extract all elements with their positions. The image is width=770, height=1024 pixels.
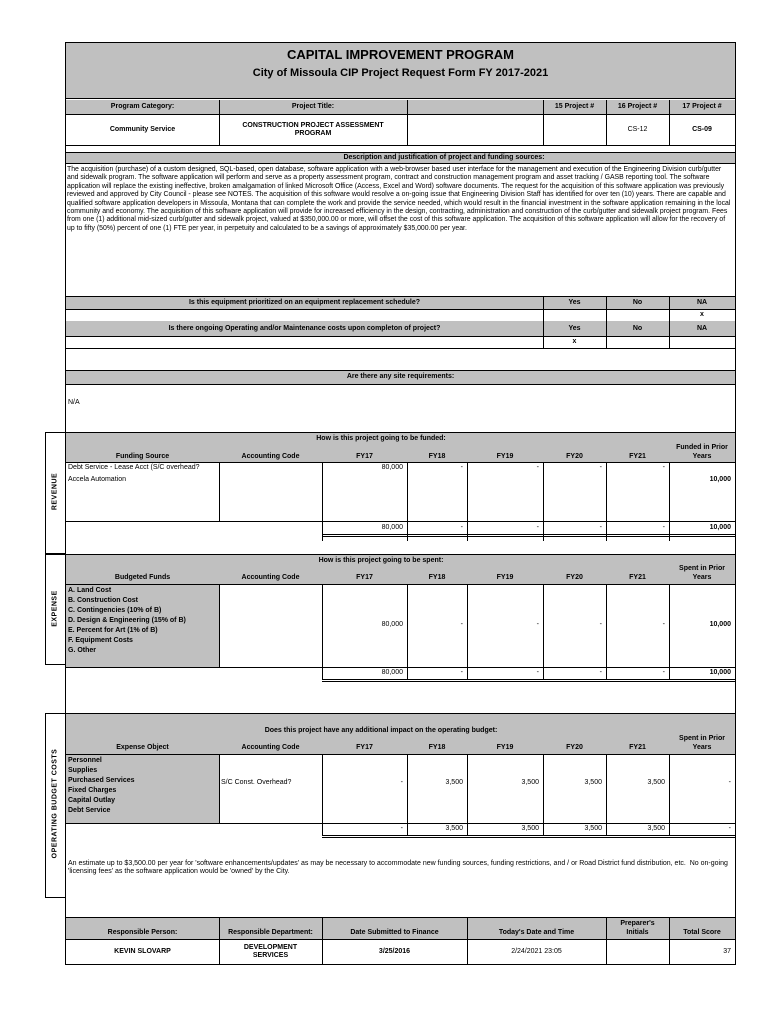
page-subtitle: City of Missoula CIP Project Request Form FY 2017-2021	[252, 66, 549, 79]
expense-col-fy19: FY19	[496, 574, 514, 582]
project-15-value	[543, 115, 606, 145]
responsible-person-label: Responsible Person:	[107, 928, 178, 936]
question-1: Is this equipment prioritized on an equipment replacement schedule?	[188, 298, 421, 306]
responsible-department-label: Responsible Department:	[228, 928, 313, 936]
operating-total-fy18: 3,500	[445, 825, 463, 833]
question-1-na-mark[interactable]: x	[700, 311, 704, 319]
operating-fy20: 3,500	[584, 779, 602, 787]
revenue-col-fy20: FY20	[566, 453, 583, 461]
operating-col-fy21: FY21	[629, 744, 646, 752]
operating-total-fy17: -	[400, 825, 403, 833]
question-1-no-label: No	[632, 298, 643, 306]
project-title-value: CONSTRUCTION PROJECT ASSESSMENT PROGRAM	[242, 121, 384, 137]
question-1-na-label: NA	[696, 298, 708, 306]
expense-col-prior: Spent in Prior Years	[679, 565, 725, 581]
project-15-label: 15 Project #	[554, 103, 595, 111]
list-item: D. Design & Engineering (15% of B)	[68, 617, 186, 624]
responsible-department-value: DEVELOPMENT SERVICES	[243, 943, 298, 959]
total-score-label: Total Score	[683, 928, 721, 936]
list-item: G. Other	[68, 647, 97, 654]
revenue-total-fy17: 80,000	[381, 524, 403, 532]
project-title-label: Project Title:	[291, 103, 335, 111]
expense-col-fy20: FY20	[566, 574, 583, 582]
revenue-col-source: Funding Source	[115, 453, 170, 461]
operating-col-code: Accounting Code	[241, 744, 300, 752]
expense-total-fy21: -	[662, 669, 665, 677]
operating-col-source: Expense Object	[116, 744, 169, 752]
revenue-row1-source: Debt Service - Lease Acct (S/C overhead?	[68, 463, 200, 471]
revenue-total-fy20: -	[599, 524, 602, 532]
list-item: Supplies	[68, 767, 98, 774]
revenue-heading: How is this project going to be funded:	[316, 434, 446, 442]
list-item: Purchased Services	[68, 777, 135, 784]
total-score-value: 37	[723, 947, 731, 955]
date-submitted-label: Date Submitted to Finance	[350, 928, 439, 936]
revenue-row2-prior: 10,000	[709, 475, 731, 483]
list-item: Capital Outlay	[68, 797, 116, 804]
project-17-label: 17 Project #	[682, 103, 722, 111]
revenue-col-fy19: FY19	[496, 453, 514, 461]
list-item: Debt Service	[68, 807, 111, 814]
program-category-value: Community Service	[109, 125, 176, 133]
operating-note: An estimate up to $3,500.00 per year for 'software enhancements/updates' as may be necessary to accommodate new funding sources, funding restrictions, and / or Road District fund distribution, etc. No on-going 'licensing fees' as the software application would be 'owned' by the City.	[68, 860, 730, 876]
operating-items	[66, 755, 219, 823]
expense-total-prior: 10,000	[709, 669, 731, 677]
operating-total-fy20: 3,500	[584, 825, 602, 833]
expense-total-fy17: 80,000	[381, 669, 403, 677]
operating-side-label: OPERATING BUDGET COSTS	[51, 748, 59, 859]
revenue-col-prior: Funded in Prior Years	[676, 444, 728, 460]
revenue-col-code: Accounting Code	[241, 453, 300, 461]
site-text: N/A	[68, 399, 80, 406]
operating-col-fy19: FY19	[496, 744, 514, 752]
expense-total-fy20: -	[599, 669, 602, 677]
list-item: B. Construction Cost	[68, 597, 138, 604]
date-submitted-value: 3/25/2016	[378, 947, 411, 955]
revenue-row1-fy17: 80,000	[381, 463, 403, 471]
question-2-yes-label: Yes	[568, 324, 581, 332]
question-2: Is there ongoing Operating and/or Maintenance costs upon completon of project?	[168, 324, 441, 332]
expense-col-fy18: FY18	[428, 574, 446, 582]
todays-date-value: 2/24/2021 23:05	[511, 947, 562, 955]
expense-fy20: -	[599, 621, 602, 629]
page-title: CAPITAL IMPROVEMENT PROGRAM	[286, 46, 515, 62]
operating-col-fy20: FY20	[566, 744, 583, 752]
list-item: C. Contingencies (10% of B)	[68, 607, 162, 614]
expense-items	[66, 585, 219, 667]
responsible-person-value: KEVIN SLOVARP	[114, 947, 171, 955]
list-item: Personnel	[68, 757, 102, 764]
revenue-row2-source: Accela Automation	[68, 475, 126, 483]
expense-fy17: 80,000	[381, 621, 403, 629]
operating-total-fy21: 3,500	[647, 825, 665, 833]
question-2-yes-mark[interactable]: x	[572, 338, 577, 346]
operating-fy19: 3,500	[521, 779, 539, 787]
expense-col-fy21: FY21	[629, 574, 646, 582]
operating-total-fy19: 3,500	[521, 825, 539, 833]
expense-prior: 10,000	[709, 621, 731, 629]
description-heading: Description and justification of project and funding sources:	[343, 153, 545, 161]
project-16-label: 16 Project #	[617, 103, 658, 111]
operating-fy18: 3,500	[445, 779, 463, 787]
question-2-no-label: No	[632, 324, 643, 332]
preparer-initials-label: Preparer's Initials	[620, 920, 655, 936]
operating-fy21: 3,500	[647, 779, 665, 787]
revenue-side-label: REVENUE	[51, 472, 59, 511]
expense-fy18: -	[460, 621, 463, 629]
revenue-row1-fy18: -	[460, 463, 463, 471]
expense-total-fy19: -	[536, 669, 539, 677]
project-16-value: CS-12	[627, 125, 648, 133]
list-item: F. Equipment Costs	[68, 637, 133, 644]
program-category-label: Program Category:	[110, 103, 175, 111]
revenue-total-fy18: -	[460, 524, 463, 532]
revenue-total-fy19: -	[536, 524, 539, 532]
todays-date-label: Today's Date and Time	[498, 928, 575, 936]
list-item: E. Percent for Art (1% of B)	[68, 627, 158, 634]
operating-code: S/C Const. Overhead?	[221, 779, 292, 787]
description-text: The acquisition (purchase) of a custom designed, SQL-based, open database, software application with a web-browser based user interface for the management and execution of the Engineering Division curb/gutter and sidewalk program. The software application will perform and serve as a property assessment program, contract and construction management program and asset tracking / GASB reporting tool. The software application will replace the existing ineffective, broken amalgamation of linked Microsoft Office (Access, Excel and Word) software documents. The request for the acquisition of this software application was previously reviewed and approved by City Council - please see NOTES. The acquisition of this software would resolve a on-going issue that Engineering Division Staff has identified for over ten (10) years. There are capable and qualified software application developers in Missoula, Montana that can complete the work and provide the service needed, which would result in the financial investment in the software application remaining in the local community and economy. The acquisition of this software application will provide for increased efficiency in the design, contracting, administration and construction of the curb/gutter and sidewalk project program. Fees from one (1) additional mid-sized curb/gutter and sidewalk project, valued at $350,000.00 or more, will offset the cost of this software application. The acquisition of this software application will allow for the recovery of up to fifty (50%) percent of one (1) FTE per year, in perpetuity and calculated to be a savings of approximately $35,000.00 per year.	[67, 166, 733, 232]
revenue-col-fy17: FY17	[356, 453, 373, 461]
expense-col-fy17: FY17	[356, 574, 373, 582]
expense-fy21: -	[662, 621, 665, 629]
revenue-col-fy18: FY18	[428, 453, 446, 461]
question-2-na-label: NA	[696, 324, 708, 332]
expense-col-code: Accounting Code	[241, 574, 300, 582]
project-17-value: CS-09	[692, 125, 712, 133]
site-heading: Are there any site requirements:	[346, 373, 455, 381]
operating-prior: -	[728, 779, 731, 787]
revenue-row1-fy20: -	[599, 463, 602, 471]
operating-fy17: -	[400, 779, 403, 787]
operating-col-fy18: FY18	[428, 744, 446, 752]
expense-side-label: EXPENSE	[51, 590, 59, 627]
expense-fy19: -	[536, 621, 539, 629]
revenue-row1-fy19: -	[536, 463, 539, 471]
expense-col-source: Budgeted Funds	[114, 574, 171, 582]
revenue-row1-fy21: -	[662, 463, 665, 471]
list-item: A. Land Cost	[68, 587, 112, 594]
question-1-yes-label: Yes	[568, 298, 581, 306]
revenue-total-fy21: -	[662, 524, 665, 532]
operating-total-prior: -	[728, 825, 731, 833]
expense-heading: How is this project going to be spent:	[318, 557, 444, 565]
preparer-initials-value	[606, 941, 669, 963]
revenue-total-prior: 10,000	[709, 524, 731, 532]
list-item: Fixed Charges	[68, 787, 117, 794]
expense-total-fy18: -	[460, 669, 463, 677]
operating-col-fy17: FY17	[356, 744, 373, 752]
operating-col-prior: Spent in Prior Years	[679, 735, 725, 751]
operating-heading: Does this project have any additional impact on the operating budget:	[264, 726, 498, 734]
revenue-col-fy21: FY21	[629, 453, 646, 461]
